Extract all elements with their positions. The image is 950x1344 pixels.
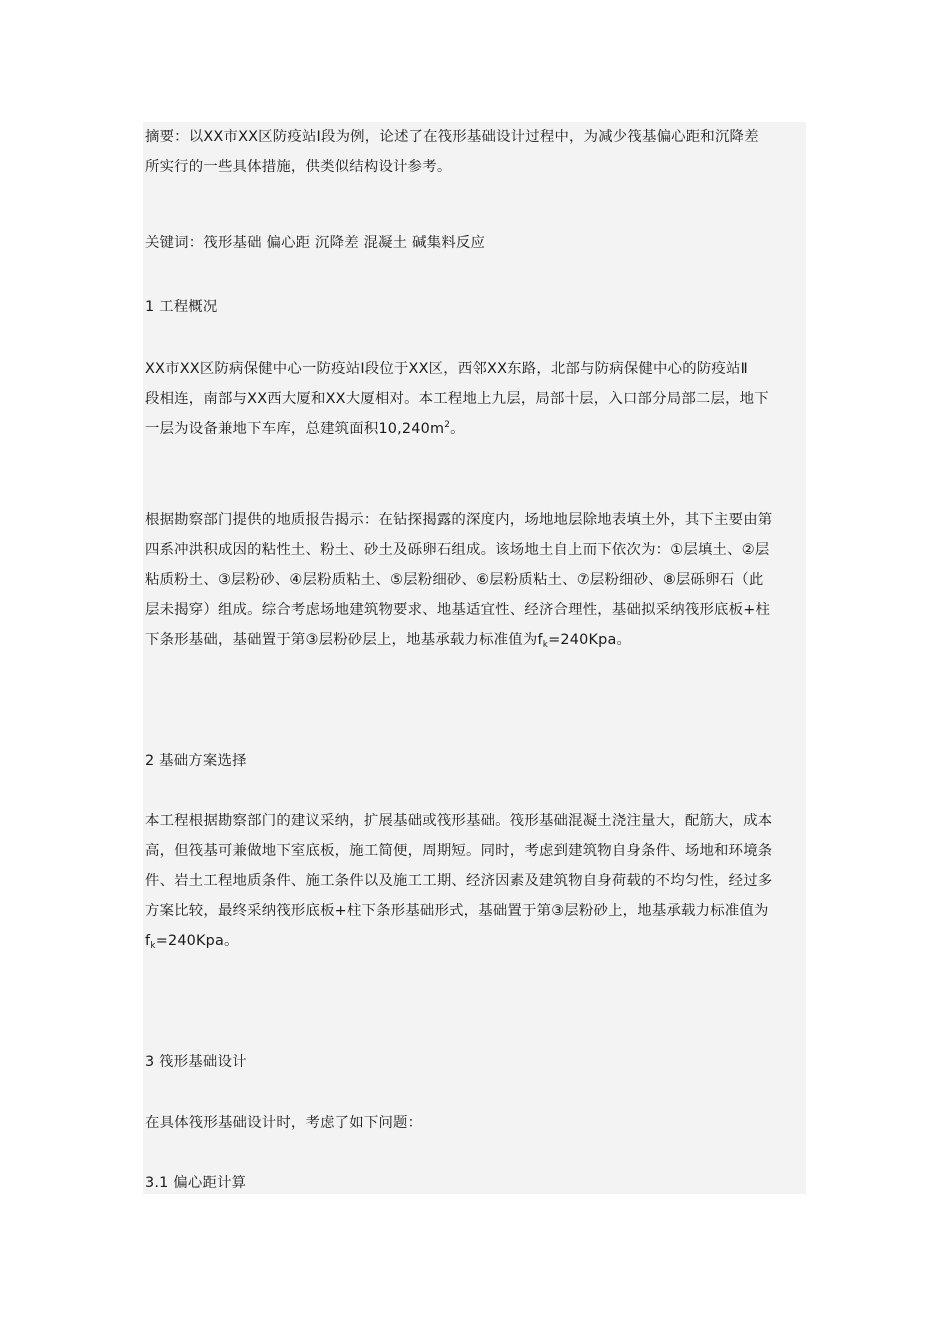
paragraph-line: $f_k=240Kpa$。 [145, 933, 239, 951]
section-3-1-heading: 3.1 偏心距计算 [145, 1175, 247, 1191]
paragraph-line: 在具体筏形基础设计时，考虑了如下问题： [145, 1115, 423, 1131]
paragraph-line: 件、岩土工程地质条件、施工条件以及施工工期、经济因素及建筑物自身荷载的不均匀性，经过多 [145, 873, 773, 889]
document-page-content [143, 122, 806, 1194]
subscript: k [542, 640, 549, 650]
section-2-paragraph-1 [145, 806, 807, 956]
section-2-heading: 2 基础方案选择 [145, 753, 247, 769]
abstract-line: 所实行的一些具体措施，供类似结构设计参考。 [145, 159, 452, 175]
abstract-line: 摘要：以XX市XX区防疫站Ⅰ段为例，论述了在筏形基础设计过程中，为减少筏基偏心距和沉降差 [145, 129, 759, 145]
paragraph-line: XX市XX区防病保健中心一防疫站Ⅰ段位于XX区，西邻XX东路，北部与防病保健中心的防疫站Ⅱ [145, 361, 748, 377]
abstract-paragraph [145, 122, 807, 182]
paragraph-line: 高，但筏基可兼做地下室底板，施工简便，周期短。同时，考虑到建筑物自身条件、场地和环境条 [145, 843, 773, 859]
section-1-heading: 1 工程概况 [145, 299, 218, 315]
paragraph-line: 一层为设备兼地下车库，总建筑面积$10,240m^2$。 [145, 420, 465, 437]
paragraph-line: 层未揭穿）组成。综合考虑场地建筑物要求、地基适宜性、经济合理性，基础拟采纳筏形底板+柱 [145, 602, 771, 618]
keywords-line: 关键词：筏形基础 偏心距 沉降差 混凝土 碱集料反应 [145, 235, 486, 251]
paragraph-line: 粘质粉土、③层粉砂、④层粉质粘土、⑤层粉细砂、⑥层粉质粘土、⑦层粉细砂、⑧层砾卵石（此 [145, 572, 764, 588]
paragraph-line: 段相连，南部与XX西大厦和XX大厦相对。本工程地上九层，局部十层，入口部分局部二层，地下 [145, 391, 769, 407]
keywords-paragraph [145, 228, 807, 258]
paragraph-line: 方案比较，最终采纳筏形底板+柱下条形基础形式，基础置于第③层粉砂上，地基承载力标准值为 [145, 903, 769, 919]
superscript: 2 [444, 420, 451, 430]
paragraph-line: 本工程根据勘察部门的建议采纳，扩展基础或筏形基础。筏形基础混凝土浇注量大，配筋大，成本 [145, 813, 773, 829]
subscript: k [150, 941, 156, 951]
section-3-heading: 3 筏形基础设计 [145, 1054, 247, 1070]
paragraph-line: 四系冲洪积成因的粘性土、粉土、砂土及砾卵石组成。该场地土自上而下依次为：①层填土、②层 [145, 542, 770, 558]
section-1-paragraph-1 [145, 354, 807, 444]
paragraph-line: 下条形基础，基础置于第③层粉砂层上，地基承载力标准值为$f_k=240Kpa$。 [145, 632, 632, 650]
section-3-paragraph-1 [145, 1108, 807, 1138]
paragraph-line: 根据勘察部门提供的地质报告揭示：在钻探揭露的深度内，场地地层除地表填土外，其下主要由第 [145, 512, 773, 528]
section-1-paragraph-2 [145, 505, 807, 655]
